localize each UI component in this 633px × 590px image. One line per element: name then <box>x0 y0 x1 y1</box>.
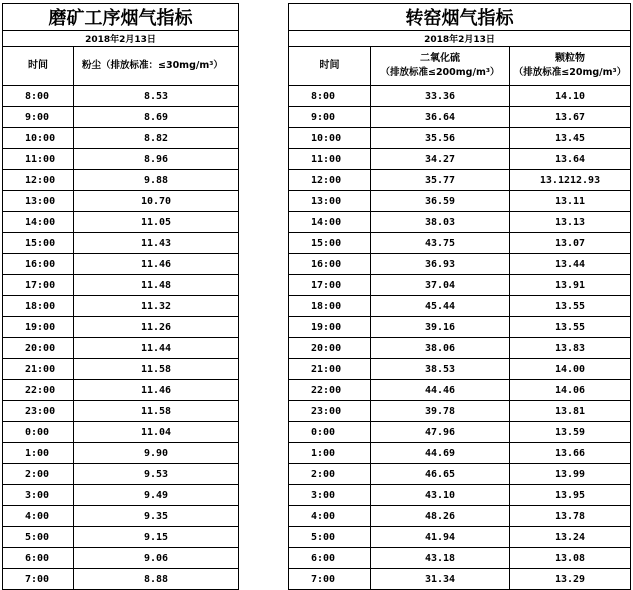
grinding-dust-header: 粉尘（排放标准：≤30mg/m³） <box>74 47 239 86</box>
pm-value-cell: 13.1212.93 <box>510 170 631 191</box>
table-row <box>289 128 631 149</box>
so2-value-cell: 38.53 <box>371 359 510 380</box>
pm-header-label: 颗粒物 <box>555 53 585 64</box>
table-row <box>289 359 631 380</box>
table-row <box>3 107 239 128</box>
dust-value-cell: 8.53 <box>74 86 239 107</box>
dust-value-cell: 8.96 <box>74 149 239 170</box>
table-row <box>3 443 239 464</box>
time-cell: 8:00 <box>3 86 74 107</box>
dust-value-cell: 8.88 <box>74 569 239 590</box>
time-cell: 9:00 <box>289 107 371 128</box>
dust-value-cell: 11.26 <box>74 317 239 338</box>
table-row <box>3 569 239 590</box>
time-cell: 3:00 <box>3 485 74 506</box>
time-cell: 3:00 <box>289 485 371 506</box>
dust-value-cell: 11.58 <box>74 359 239 380</box>
table-row <box>3 527 239 548</box>
kiln-table-title: 转窑烟气指标 <box>289 4 631 31</box>
time-cell: 0:00 <box>289 422 371 443</box>
pm-value-cell: 14.10 <box>510 86 631 107</box>
dust-value-cell: 8.82 <box>74 128 239 149</box>
time-cell: 14:00 <box>3 212 74 233</box>
time-cell: 8:00 <box>289 86 371 107</box>
time-cell: 4:00 <box>289 506 371 527</box>
time-cell: 12:00 <box>3 170 74 191</box>
so2-value-cell: 36.93 <box>371 254 510 275</box>
table-row <box>3 254 239 275</box>
so2-value-cell: 36.59 <box>371 191 510 212</box>
table-row <box>289 464 631 485</box>
time-cell: 15:00 <box>289 233 371 254</box>
time-cell: 13:00 <box>289 191 371 212</box>
dust-value-cell: 11.44 <box>74 338 239 359</box>
grinding-table-date: 2018年2月13日 <box>3 31 239 47</box>
time-cell: 20:00 <box>3 338 74 359</box>
table-row <box>3 275 239 296</box>
dust-value-cell: 8.69 <box>74 107 239 128</box>
time-cell: 19:00 <box>289 317 371 338</box>
table-row <box>289 443 631 464</box>
table-row <box>289 527 631 548</box>
time-cell: 17:00 <box>289 275 371 296</box>
so2-value-cell: 41.94 <box>371 527 510 548</box>
dust-value-cell: 11.43 <box>74 233 239 254</box>
so2-value-cell: 37.04 <box>371 275 510 296</box>
time-cell: 1:00 <box>289 443 371 464</box>
so2-value-cell: 35.77 <box>371 170 510 191</box>
table-row <box>3 296 239 317</box>
pm-value-cell: 13.24 <box>510 527 631 548</box>
so2-value-cell: 39.78 <box>371 401 510 422</box>
dust-value-cell: 11.46 <box>74 254 239 275</box>
pm-value-cell: 13.29 <box>510 569 631 590</box>
grinding-table-title: 磨矿工序烟气指标 <box>3 4 239 31</box>
pm-value-cell: 13.08 <box>510 548 631 569</box>
time-cell: 10:00 <box>3 128 74 149</box>
pm-value-cell: 13.83 <box>510 338 631 359</box>
table-row <box>289 191 631 212</box>
pm-value-cell: 13.95 <box>510 485 631 506</box>
table-row <box>3 548 239 569</box>
dust-value-cell: 11.05 <box>74 212 239 233</box>
time-cell: 22:00 <box>289 380 371 401</box>
table-row <box>289 233 631 254</box>
time-cell: 16:00 <box>289 254 371 275</box>
time-cell: 20:00 <box>289 338 371 359</box>
table-row <box>289 569 631 590</box>
pm-value-cell: 13.13 <box>510 212 631 233</box>
table-row <box>289 254 631 275</box>
time-cell: 22:00 <box>3 380 74 401</box>
table-row <box>289 317 631 338</box>
time-cell: 5:00 <box>289 527 371 548</box>
time-cell: 6:00 <box>289 548 371 569</box>
table-row <box>289 506 631 527</box>
time-cell: 2:00 <box>3 464 74 485</box>
so2-value-cell: 36.64 <box>371 107 510 128</box>
so2-value-cell: 43.10 <box>371 485 510 506</box>
pm-value-cell: 13.66 <box>510 443 631 464</box>
time-cell: 18:00 <box>289 296 371 317</box>
time-cell: 16:00 <box>3 254 74 275</box>
kiln-table-date: 2018年2月13日 <box>289 31 631 47</box>
time-cell: 5:00 <box>3 527 74 548</box>
so2-value-cell: 43.18 <box>371 548 510 569</box>
so2-header-standard: （排放标准≤200mg/m³） <box>380 67 500 78</box>
kiln-so2-header <box>371 47 510 86</box>
time-cell: 11:00 <box>289 149 371 170</box>
table-row <box>3 149 239 170</box>
so2-value-cell: 47.96 <box>371 422 510 443</box>
so2-value-cell: 38.03 <box>371 212 510 233</box>
so2-value-cell: 46.65 <box>371 464 510 485</box>
so2-value-cell: 44.46 <box>371 380 510 401</box>
time-cell: 0:00 <box>3 422 74 443</box>
so2-header-label: 二氧化硫 <box>420 53 460 64</box>
pm-header-standard: （排放标准≤20mg/m³） <box>513 67 627 78</box>
pm-value-cell: 14.06 <box>510 380 631 401</box>
table-row <box>3 191 239 212</box>
dust-value-cell: 11.04 <box>74 422 239 443</box>
pm-value-cell: 13.91 <box>510 275 631 296</box>
time-cell: 6:00 <box>3 548 74 569</box>
time-cell: 23:00 <box>3 401 74 422</box>
pm-value-cell: 13.11 <box>510 191 631 212</box>
time-cell: 7:00 <box>289 569 371 590</box>
pm-value-cell: 13.64 <box>510 149 631 170</box>
time-cell: 19:00 <box>3 317 74 338</box>
dust-value-cell: 9.06 <box>74 548 239 569</box>
time-cell: 13:00 <box>3 191 74 212</box>
time-cell: 14:00 <box>289 212 371 233</box>
table-row <box>289 422 631 443</box>
table-row <box>289 485 631 506</box>
grinding-time-header: 时间 <box>3 47 74 86</box>
time-cell: 23:00 <box>289 401 371 422</box>
table-row <box>3 233 239 254</box>
table-row <box>289 401 631 422</box>
table-row <box>3 317 239 338</box>
pm-value-cell: 13.45 <box>510 128 631 149</box>
pm-value-cell: 13.67 <box>510 107 631 128</box>
so2-value-cell: 43.75 <box>371 233 510 254</box>
table-row <box>289 149 631 170</box>
so2-value-cell: 48.26 <box>371 506 510 527</box>
dust-value-cell: 9.49 <box>74 485 239 506</box>
pm-value-cell: 13.81 <box>510 401 631 422</box>
pm-value-cell: 13.55 <box>510 296 631 317</box>
time-cell: 21:00 <box>3 359 74 380</box>
pm-value-cell: 13.99 <box>510 464 631 485</box>
time-cell: 7:00 <box>3 569 74 590</box>
table-row <box>3 128 239 149</box>
time-cell: 2:00 <box>289 464 371 485</box>
table-row <box>289 107 631 128</box>
table-row <box>3 401 239 422</box>
time-cell: 15:00 <box>3 233 74 254</box>
kiln-time-header: 时间 <box>289 47 371 86</box>
table-row <box>3 338 239 359</box>
so2-value-cell: 45.44 <box>371 296 510 317</box>
table-row <box>3 485 239 506</box>
pm-value-cell: 13.44 <box>510 254 631 275</box>
time-cell: 18:00 <box>3 296 74 317</box>
dust-value-cell: 9.88 <box>74 170 239 191</box>
dust-value-cell: 11.48 <box>74 275 239 296</box>
table-row <box>3 422 239 443</box>
so2-value-cell: 34.27 <box>371 149 510 170</box>
dust-value-cell: 11.46 <box>74 380 239 401</box>
table-row <box>3 506 239 527</box>
table-row <box>3 380 239 401</box>
dust-value-cell: 9.15 <box>74 527 239 548</box>
table-row <box>289 86 631 107</box>
so2-value-cell: 39.16 <box>371 317 510 338</box>
pm-value-cell: 13.78 <box>510 506 631 527</box>
kiln-pm-header <box>510 47 631 86</box>
dust-value-cell: 9.53 <box>74 464 239 485</box>
dust-value-cell: 10.70 <box>74 191 239 212</box>
pm-value-cell: 13.07 <box>510 233 631 254</box>
time-cell: 4:00 <box>3 506 74 527</box>
kiln-emissions-table <box>288 3 631 590</box>
table-row <box>289 170 631 191</box>
so2-value-cell: 31.34 <box>371 569 510 590</box>
time-cell: 1:00 <box>3 443 74 464</box>
table-row <box>3 86 239 107</box>
dust-value-cell: 9.35 <box>74 506 239 527</box>
table-row <box>3 212 239 233</box>
time-cell: 10:00 <box>289 128 371 149</box>
pm-value-cell: 13.55 <box>510 317 631 338</box>
time-cell: 12:00 <box>289 170 371 191</box>
pm-value-cell: 14.00 <box>510 359 631 380</box>
time-cell: 21:00 <box>289 359 371 380</box>
dust-value-cell: 11.58 <box>74 401 239 422</box>
table-row <box>289 548 631 569</box>
table-row <box>289 380 631 401</box>
table-row <box>289 212 631 233</box>
so2-value-cell: 38.06 <box>371 338 510 359</box>
time-cell: 9:00 <box>3 107 74 128</box>
so2-value-cell: 33.36 <box>371 86 510 107</box>
grinding-emissions-table <box>2 3 239 590</box>
table-row <box>3 170 239 191</box>
time-cell: 17:00 <box>3 275 74 296</box>
table-row <box>289 275 631 296</box>
table-row <box>289 338 631 359</box>
dust-value-cell: 9.90 <box>74 443 239 464</box>
table-row <box>3 464 239 485</box>
time-cell: 11:00 <box>3 149 74 170</box>
so2-value-cell: 35.56 <box>371 128 510 149</box>
pm-value-cell: 13.59 <box>510 422 631 443</box>
table-row <box>3 359 239 380</box>
dust-value-cell: 11.32 <box>74 296 239 317</box>
so2-value-cell: 44.69 <box>371 443 510 464</box>
table-row <box>289 296 631 317</box>
